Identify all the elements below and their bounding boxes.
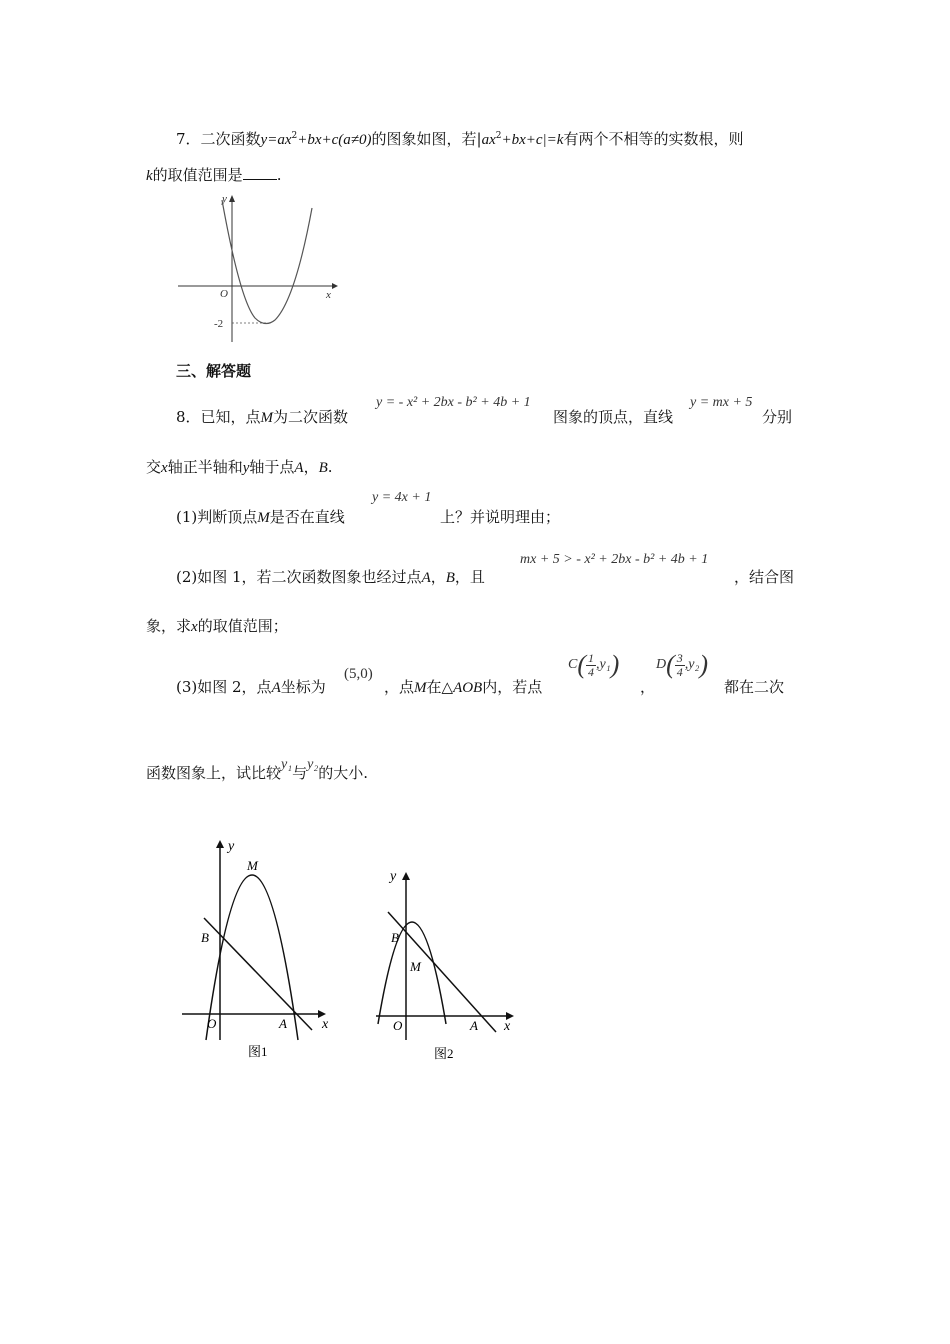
q8-comma: ， bbox=[640, 678, 656, 696]
fig2-line-AB bbox=[388, 912, 496, 1032]
q8-sub2: (2)如图 1，若二次函数图象也经过点A，B，且 bbox=[176, 568, 485, 586]
fig2-M-label: M bbox=[410, 959, 421, 974]
q8-sub3: (3)如图 2，点A坐标为 bbox=[176, 678, 326, 696]
q8-line1-mid: 图象的顶点，直线 bbox=[553, 408, 674, 426]
q8-sub2-line2: 象，求x的取值范围； bbox=[146, 617, 288, 635]
q8-point-C: C( $\frac{1}{4}$ ,y₁) bbox=[568, 650, 620, 679]
fig2-O-label: O bbox=[393, 1018, 403, 1033]
fig1-M-label: M bbox=[247, 858, 258, 873]
q7-line1: 7．二次函数$y=ax^2+bx+c(a\ne 0)$的图象如图，若$|ax^2+bx+c|=k$有两个不相等的实数根，则 bbox=[176, 130, 744, 148]
q8-sub1: (1)判断顶点M是否在直线 bbox=[176, 508, 345, 526]
q7-min-label: -2 bbox=[214, 318, 224, 330]
q8-line-eq: y = mx + 5 bbox=[690, 395, 753, 410]
q8-sub3-coord: (5,0) bbox=[344, 666, 373, 682]
q8-sub3-end: 都在二次 bbox=[724, 678, 785, 696]
q7-x-label: x bbox=[326, 289, 331, 301]
section-title: 三、解答题 bbox=[176, 362, 252, 380]
frac-C: $\frac{1}{4}$ bbox=[588, 650, 595, 679]
q8-sub2-end: ，结合图 bbox=[734, 568, 795, 586]
q7-parabola bbox=[222, 200, 312, 324]
q7-line2: k的取值范围是 . bbox=[146, 166, 282, 184]
fig1-y-label: y bbox=[228, 839, 235, 854]
fig2-y-arrow bbox=[402, 872, 410, 880]
figure-1 bbox=[170, 830, 350, 1070]
q8-sub1-line: y = 4x + 1 bbox=[372, 490, 432, 505]
fig1-O-label: O bbox=[207, 1016, 217, 1031]
fig1-caption: 图1 bbox=[248, 1044, 268, 1059]
fig2-A-label: A bbox=[470, 1018, 478, 1033]
fig2-y-label: y bbox=[390, 869, 397, 884]
fig1-x-label: x bbox=[322, 1017, 329, 1032]
q8-sub2-ineq: mx + 5 > - x² + 2bx - b² + 4b + 1 bbox=[520, 552, 709, 567]
q8-sub1-end: 上？并说明理由； bbox=[440, 508, 561, 526]
fig2-x-label: x bbox=[504, 1019, 511, 1034]
q8-sub3-line2: 函数图象上，试比较y₁与y₂的大小. bbox=[146, 757, 368, 782]
fig1-y-arrow bbox=[216, 840, 224, 848]
figure-2 bbox=[370, 860, 530, 1070]
fig2-B-label: B bbox=[391, 930, 399, 945]
fig1-A-label: A bbox=[279, 1016, 287, 1031]
fig2-caption: 图2 bbox=[434, 1046, 454, 1061]
q8-sub3-mid: ，点M在△AOB内，若点 bbox=[384, 678, 543, 696]
q8-line1-end: 分别 bbox=[762, 408, 793, 426]
q7-graph bbox=[170, 190, 350, 350]
q8-point-D: D( $\frac{3}{4}$ ,y₂) bbox=[656, 650, 709, 679]
answer-blank[interactable] bbox=[243, 167, 277, 180]
fig1-B-label: B bbox=[201, 930, 209, 945]
q8-line2: 交x轴正半轴和y轴于点A，B. bbox=[146, 458, 333, 476]
q7-x-arrow bbox=[332, 283, 338, 289]
q7-origin-label: O bbox=[220, 288, 228, 300]
frac-D: $\frac{3}{4}$ bbox=[676, 650, 683, 679]
q8-line1: 8．已知，点M为二次函数 bbox=[176, 408, 349, 426]
q7-y-label: y bbox=[222, 193, 227, 205]
q8-func: y = - x² + 2bx - b² + 4b + 1 bbox=[376, 395, 531, 410]
q7-y-arrow bbox=[229, 195, 235, 202]
